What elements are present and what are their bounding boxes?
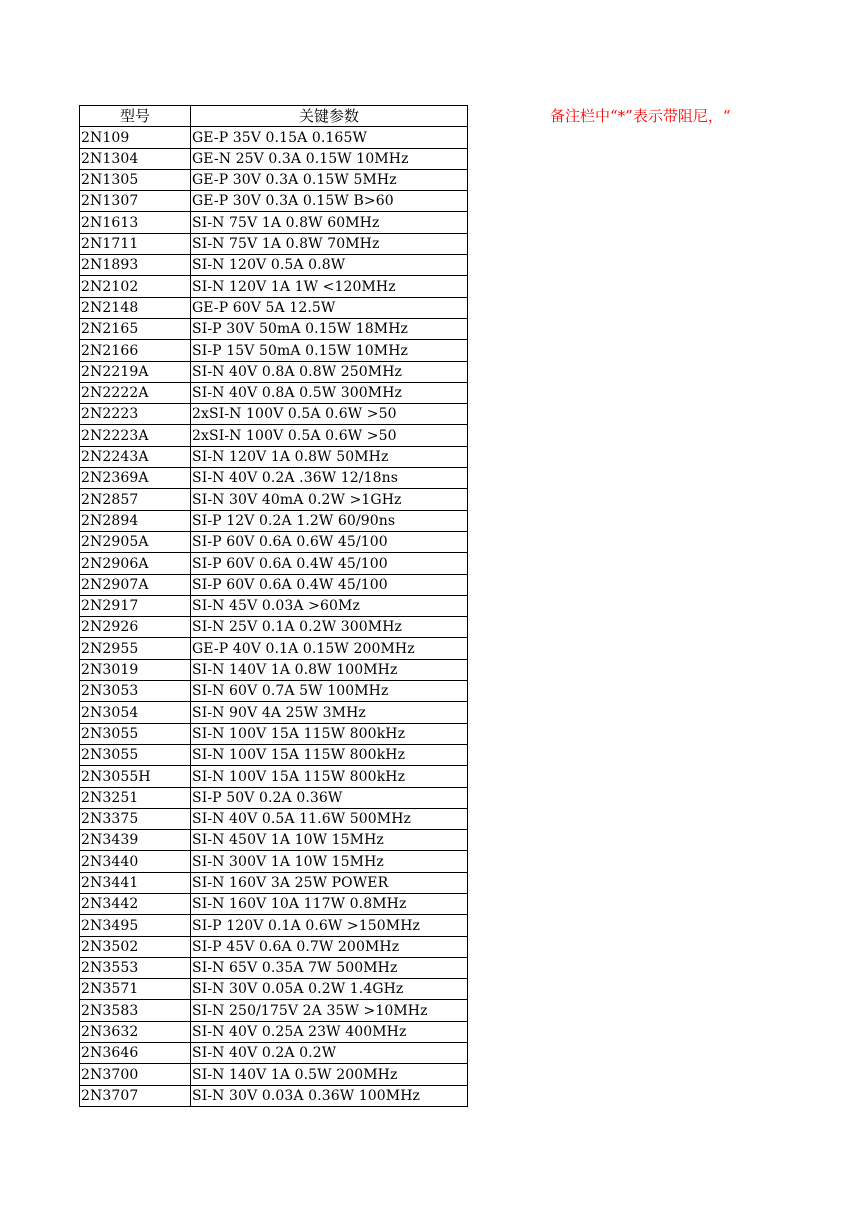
table-row xyxy=(80,361,468,382)
cell-params: SI-N 40V 0.2A .36W 12/18ns xyxy=(191,468,468,489)
cell-model: 2N3495 xyxy=(80,915,191,936)
cell-model: 2N2223A xyxy=(80,425,191,446)
table-row xyxy=(80,148,468,169)
cell-model: 2N3700 xyxy=(80,1064,191,1085)
cell-params: SI-N 120V 0.5A 0.8W xyxy=(191,255,468,276)
table-row xyxy=(80,893,468,914)
table-row xyxy=(80,382,468,403)
table-row xyxy=(80,425,468,446)
transistor-parameter-table xyxy=(79,105,468,1107)
cell-model: 2N2219A xyxy=(80,361,191,382)
cell-params: GE-P 40V 0.1A 0.15W 200MHz xyxy=(191,638,468,659)
table-body xyxy=(80,127,468,1107)
cell-params: SI-N 30V 0.05A 0.2W 1.4GHz xyxy=(191,979,468,1000)
cell-model: 2N3583 xyxy=(80,1000,191,1021)
table-row xyxy=(80,318,468,339)
table-row xyxy=(80,510,468,531)
cell-params: SI-P 12V 0.2A 1.2W 60/90ns xyxy=(191,510,468,531)
table-row xyxy=(80,531,468,552)
cell-params: SI-N 140V 1A 0.8W 100MHz xyxy=(191,659,468,680)
cell-model: 2N3442 xyxy=(80,893,191,914)
cell-params: SI-N 40V 0.5A 11.6W 500MHz xyxy=(191,808,468,829)
cell-model: 2N3053 xyxy=(80,681,191,702)
cell-model: 2N3707 xyxy=(80,1085,191,1106)
cell-params: SI-N 300V 1A 10W 15MHz xyxy=(191,851,468,872)
cell-model: 2N2223 xyxy=(80,404,191,425)
table-row xyxy=(80,723,468,744)
cell-model: 2N1305 xyxy=(80,169,191,190)
cell-params: GE-P 30V 0.3A 0.15W 5MHz xyxy=(191,169,468,190)
table-row xyxy=(80,297,468,318)
cell-params: SI-N 250/175V 2A 35W >10MHz xyxy=(191,1000,468,1021)
cell-model: 2N3632 xyxy=(80,1021,191,1042)
cell-model: 2N2917 xyxy=(80,595,191,616)
column-header-params: 关键参数 xyxy=(191,106,468,127)
cell-params: SI-P 15V 50mA 0.15W 10MHz xyxy=(191,340,468,361)
cell-params: SI-P 60V 0.6A 0.4W 45/100 xyxy=(191,574,468,595)
cell-params: SI-N 30V 0.03A 0.36W 100MHz xyxy=(191,1085,468,1106)
cell-model: 2N3646 xyxy=(80,1043,191,1064)
cell-model: 2N2894 xyxy=(80,510,191,531)
cell-params: GE-P 35V 0.15A 0.165W xyxy=(191,127,468,148)
cell-params: 2xSI-N 100V 0.5A 0.6W >50 xyxy=(191,404,468,425)
cell-params: SI-N 160V 3A 25W POWER xyxy=(191,872,468,893)
cell-model: 2N2102 xyxy=(80,276,191,297)
cell-model: 2N3054 xyxy=(80,702,191,723)
cell-model: 2N2166 xyxy=(80,340,191,361)
cell-model: 2N3375 xyxy=(80,808,191,829)
table-row xyxy=(80,191,468,212)
cell-params: SI-N 25V 0.1A 0.2W 300MHz xyxy=(191,617,468,638)
cell-params: SI-N 65V 0.35A 7W 500MHz xyxy=(191,957,468,978)
table-row xyxy=(80,255,468,276)
table-row xyxy=(80,1064,468,1085)
cell-model: 2N3251 xyxy=(80,787,191,808)
cell-model: 2N2222A xyxy=(80,382,191,403)
cell-model: 2N2907A xyxy=(80,574,191,595)
cell-params: SI-P 60V 0.6A 0.4W 45/100 xyxy=(191,553,468,574)
cell-params: SI-N 100V 15A 115W 800kHz xyxy=(191,723,468,744)
table-row xyxy=(80,744,468,765)
cell-params: SI-N 40V 0.8A 0.5W 300MHz xyxy=(191,382,468,403)
table-row xyxy=(80,702,468,723)
cell-model: 2N3019 xyxy=(80,659,191,680)
cell-params: SI-N 160V 10A 117W 0.8MHz xyxy=(191,893,468,914)
cell-model: 2N2369A xyxy=(80,468,191,489)
cell-model: 2N2243A xyxy=(80,446,191,467)
table-row xyxy=(80,340,468,361)
table-row xyxy=(80,595,468,616)
table-row xyxy=(80,787,468,808)
table-row xyxy=(80,872,468,893)
table-row xyxy=(80,553,468,574)
cell-model: 2N3439 xyxy=(80,830,191,851)
table-row xyxy=(80,681,468,702)
cell-model: 2N3553 xyxy=(80,957,191,978)
table-row xyxy=(80,915,468,936)
cell-model: 2N1893 xyxy=(80,255,191,276)
cell-params: SI-N 100V 15A 115W 800kHz xyxy=(191,744,468,765)
table-row xyxy=(80,127,468,148)
cell-params: SI-N 90V 4A 25W 3MHz xyxy=(191,702,468,723)
cell-model: 2N3441 xyxy=(80,872,191,893)
cell-params: SI-N 100V 15A 115W 800kHz xyxy=(191,766,468,787)
cell-model: 2N3055H xyxy=(80,766,191,787)
cell-model: 2N2905A xyxy=(80,531,191,552)
cell-params: SI-N 120V 1A 0.8W 50MHz xyxy=(191,446,468,467)
cell-params: SI-N 140V 1A 0.5W 200MHz xyxy=(191,1064,468,1085)
cell-model: 2N1304 xyxy=(80,148,191,169)
cell-params: SI-N 450V 1A 10W 15MHz xyxy=(191,830,468,851)
cell-params: SI-N 30V 40mA 0.2W >1GHz xyxy=(191,489,468,510)
column-header-model: 型号 xyxy=(80,106,191,127)
cell-model: 2N2165 xyxy=(80,318,191,339)
cell-params: SI-P 30V 50mA 0.15W 18MHz xyxy=(191,318,468,339)
cell-params: 2xSI-N 100V 0.5A 0.6W >50 xyxy=(191,425,468,446)
cell-params: SI-N 120V 1A 1W <120MHz xyxy=(191,276,468,297)
cell-params: SI-N 75V 1A 0.8W 70MHz xyxy=(191,233,468,254)
table-row xyxy=(80,1085,468,1106)
table-row xyxy=(80,446,468,467)
cell-model: 2N2955 xyxy=(80,638,191,659)
cell-model: 2N2906A xyxy=(80,553,191,574)
cell-model: 2N2926 xyxy=(80,617,191,638)
remark-note: 备注栏中“*”表示带阻尼，“ xyxy=(550,107,731,125)
table-row xyxy=(80,212,468,233)
table-row xyxy=(80,957,468,978)
table-row xyxy=(80,808,468,829)
cell-model: 2N109 xyxy=(80,127,191,148)
cell-params: SI-N 40V 0.25A 23W 400MHz xyxy=(191,1021,468,1042)
table-row xyxy=(80,1000,468,1021)
table-row xyxy=(80,659,468,680)
table-row xyxy=(80,404,468,425)
cell-model: 2N2148 xyxy=(80,297,191,318)
cell-model: 2N1307 xyxy=(80,191,191,212)
table-row xyxy=(80,979,468,1000)
table-row xyxy=(80,276,468,297)
cell-model: 2N2857 xyxy=(80,489,191,510)
cell-params: SI-N 60V 0.7A 5W 100MHz xyxy=(191,681,468,702)
cell-params: SI-N 45V 0.03A >60Mz xyxy=(191,595,468,616)
cell-model: 2N1613 xyxy=(80,212,191,233)
cell-params: GE-P 60V 5A 12.5W xyxy=(191,297,468,318)
cell-params: SI-P 50V 0.2A 0.36W xyxy=(191,787,468,808)
cell-model: 2N3055 xyxy=(80,723,191,744)
cell-params: GE-P 30V 0.3A 0.15W B>60 xyxy=(191,191,468,212)
table-row xyxy=(80,1043,468,1064)
table-row xyxy=(80,233,468,254)
cell-params: SI-P 45V 0.6A 0.7W 200MHz xyxy=(191,936,468,957)
cell-params: SI-N 75V 1A 0.8W 60MHz xyxy=(191,212,468,233)
table-row xyxy=(80,638,468,659)
table-row xyxy=(80,851,468,872)
cell-params: GE-N 25V 0.3A 0.15W 10MHz xyxy=(191,148,468,169)
cell-params: SI-P 120V 0.1A 0.6W >150MHz xyxy=(191,915,468,936)
cell-params: SI-P 60V 0.6A 0.6W 45/100 xyxy=(191,531,468,552)
table-row xyxy=(80,574,468,595)
cell-model: 2N1711 xyxy=(80,233,191,254)
table-row xyxy=(80,169,468,190)
cell-params: SI-N 40V 0.8A 0.8W 250MHz xyxy=(191,361,468,382)
cell-params: SI-N 40V 0.2A 0.2W xyxy=(191,1043,468,1064)
table-row xyxy=(80,766,468,787)
table-header-row xyxy=(80,106,468,127)
cell-model: 2N3502 xyxy=(80,936,191,957)
table-row xyxy=(80,617,468,638)
cell-model: 2N3440 xyxy=(80,851,191,872)
table-row xyxy=(80,936,468,957)
table-row xyxy=(80,489,468,510)
table-row xyxy=(80,830,468,851)
table-row xyxy=(80,468,468,489)
table-row xyxy=(80,1021,468,1042)
cell-model: 2N3055 xyxy=(80,744,191,765)
cell-model: 2N3571 xyxy=(80,979,191,1000)
